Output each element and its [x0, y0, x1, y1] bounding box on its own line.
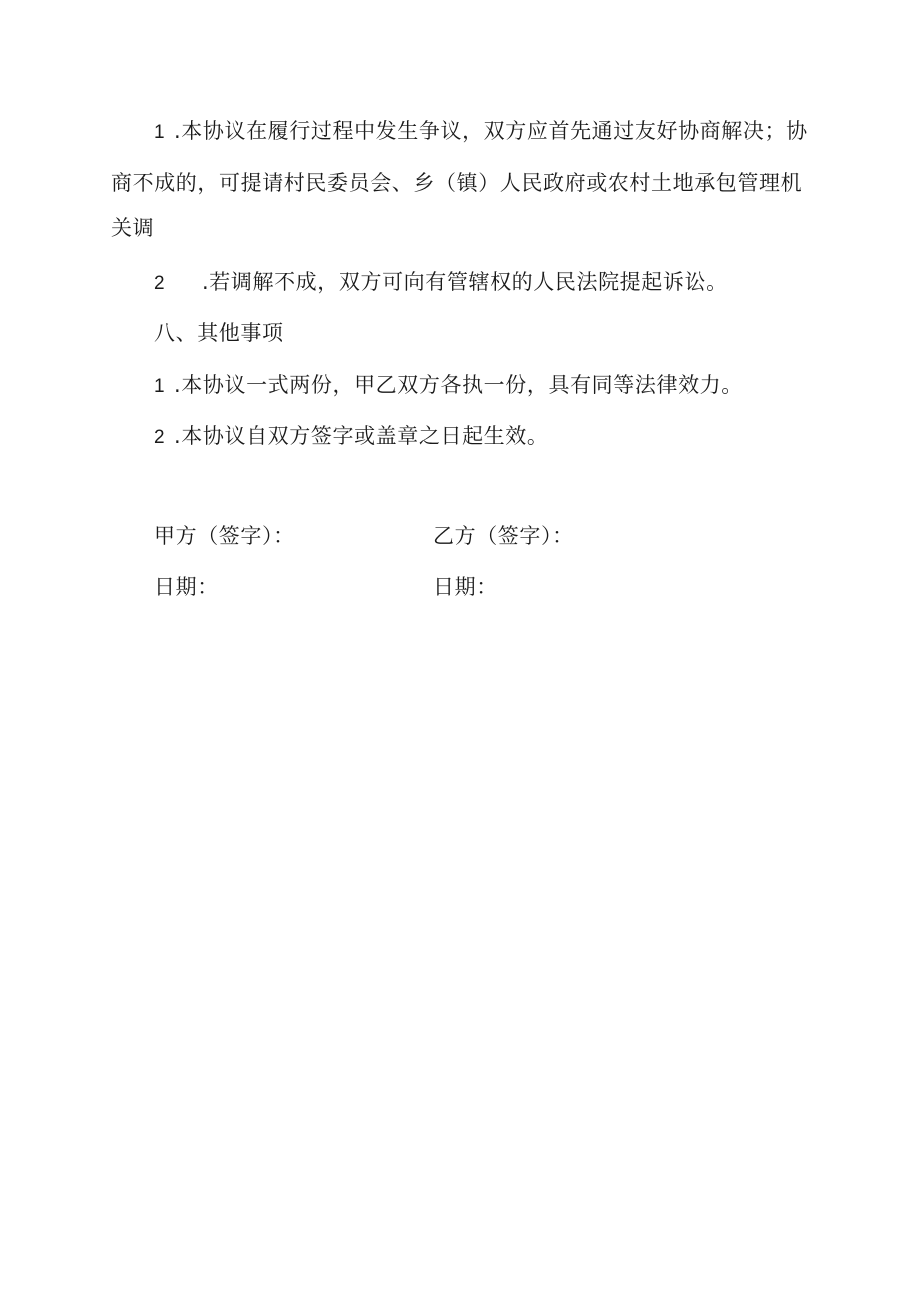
dispute-item-2 [154, 268, 728, 298]
item-number: 2 [154, 273, 166, 294]
party-a-sign-text: 甲方（签字）： [154, 524, 295, 548]
section-8-heading: 八、其他事项 [154, 321, 284, 345]
party-a-date-label [154, 573, 219, 601]
dispute-item-1-text-end: 关调 [111, 216, 155, 240]
section-heading [154, 319, 284, 347]
section-8-item-2-text: .本协议自双方签字或盖章之日起生效。 [174, 424, 549, 448]
section-8-item-2 [154, 422, 548, 452]
dispute-item-1-line-1 [154, 117, 808, 147]
party-a-signature-label [154, 522, 295, 550]
party-a-date-text: 日期： [154, 575, 219, 599]
item-number: 1 [154, 122, 166, 143]
party-b-date-text: 日期： [433, 575, 498, 599]
dispute-item-1-line-2 [111, 169, 802, 197]
party-b-signature-label [433, 522, 574, 550]
dispute-item-1-text: .本协议在履行过程中发生争议，双方应首先通过友好协商解决；协 [174, 119, 808, 143]
section-8-item-1 [154, 371, 743, 401]
dispute-item-1-line-3 [111, 214, 154, 242]
party-b-sign-text: 乙方（签字）： [433, 524, 574, 548]
item-number: 1 [154, 376, 166, 397]
dispute-item-2-text: .若调解不成，双方可向有管辖权的人民法院提起诉讼。 [202, 270, 728, 294]
item-number: 2 [154, 427, 166, 448]
dispute-item-1-text-cont: 商不成的，可提请村民委员会、乡（镇）人民政府或农村土地承包管理机 [111, 171, 803, 195]
section-8-item-1-text: .本协议一式两份，甲乙双方各执一份，具有同等法律效力。 [174, 373, 743, 397]
party-b-date-label [433, 573, 498, 601]
